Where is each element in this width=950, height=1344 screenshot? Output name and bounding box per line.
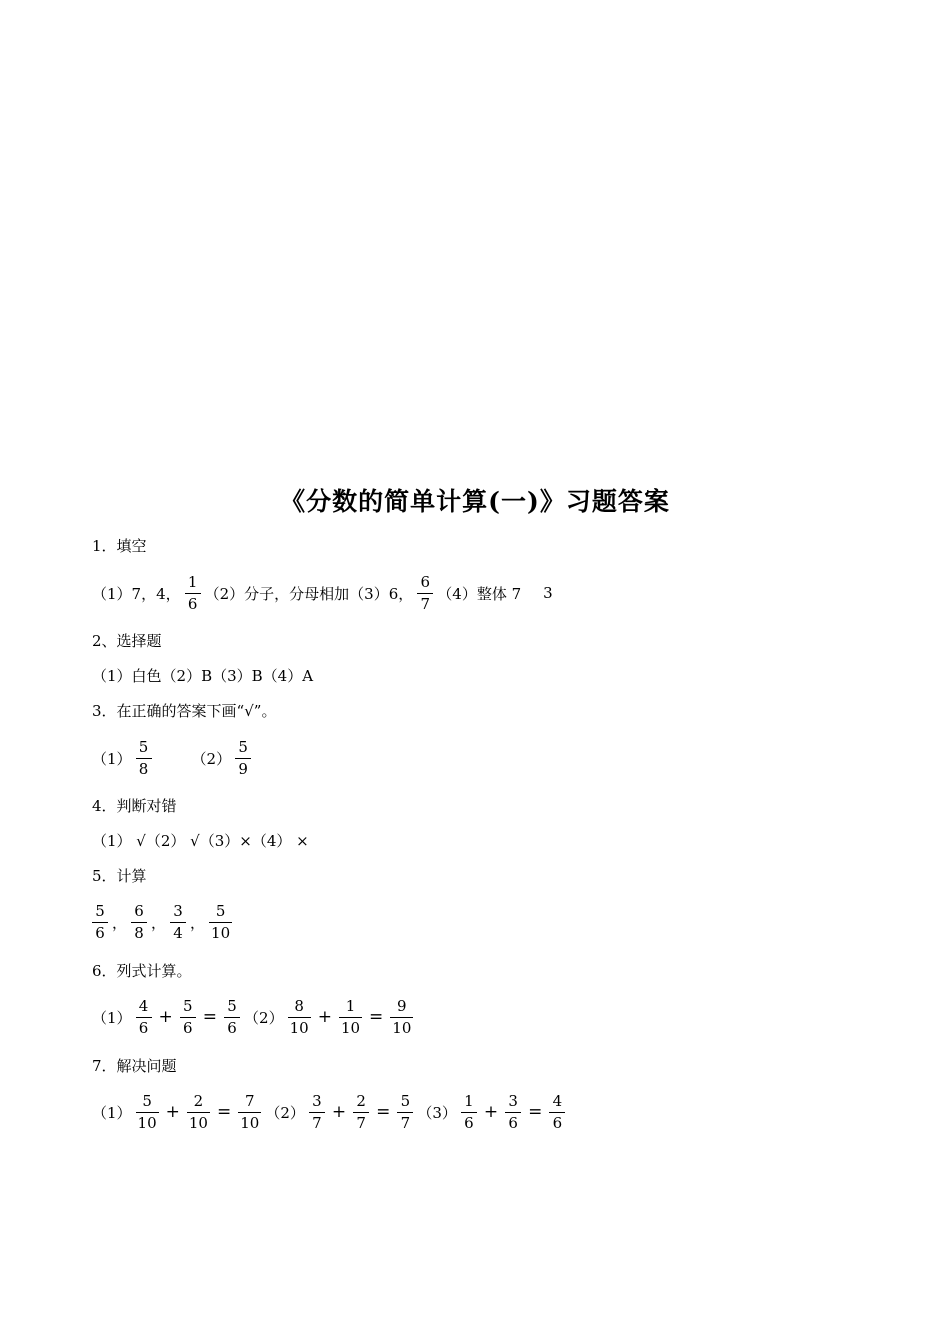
- q1-text-part2: （2）分子，分母相加（3）6，: [204, 584, 414, 603]
- numerator: 3: [508, 1091, 518, 1110]
- q4-answer: （1） √（2） √（3）×（4） ×: [92, 831, 309, 850]
- denominator: 6: [136, 1017, 152, 1037]
- fraction: [131, 903, 147, 942]
- q2-heading: 2、选择题: [92, 631, 162, 650]
- q3-answer: [92, 738, 255, 778]
- q6-answer: [92, 997, 417, 1037]
- q5-heading: 5．计算: [92, 866, 147, 885]
- numerator: 6: [134, 901, 144, 920]
- denominator: 10: [188, 1113, 208, 1132]
- numerator: 9: [397, 996, 407, 1015]
- page-title: 《分数的简单计算(一)》习题答案: [280, 487, 670, 516]
- denominator: 9: [235, 758, 251, 778]
- fraction: [136, 998, 152, 1037]
- denominator: 7: [417, 593, 433, 613]
- fraction: [397, 1093, 413, 1132]
- q6-heading: 6．列式计算。: [92, 961, 192, 980]
- fraction: [339, 998, 362, 1037]
- fraction: [136, 739, 152, 778]
- denominator: 6: [549, 1112, 565, 1132]
- plus-sign: +: [331, 1102, 347, 1122]
- numerator: 2: [193, 1091, 204, 1110]
- numerator: 4: [552, 1091, 563, 1110]
- fraction: [185, 574, 201, 613]
- separator: ，: [190, 913, 206, 932]
- denominator: 10: [137, 1113, 157, 1132]
- denominator: 10: [392, 1018, 412, 1037]
- q3-label-1: （1）: [92, 749, 132, 768]
- numerator: 5: [400, 1091, 411, 1110]
- equals-sign: =: [202, 1007, 218, 1027]
- q7-label-1: （1）: [92, 1103, 132, 1122]
- q7-heading: 7．解决问题: [92, 1056, 177, 1075]
- denominator: 6: [185, 593, 201, 613]
- q1-heading: 1．填空: [92, 536, 147, 555]
- numerator: 5: [95, 901, 105, 920]
- q7-answer: [92, 1092, 569, 1132]
- numerator: 6: [420, 572, 431, 591]
- fraction: [235, 739, 251, 778]
- numerator: 3: [173, 901, 183, 920]
- fraction: [417, 574, 433, 613]
- fraction: [461, 1093, 477, 1132]
- q5-answer: [88, 902, 236, 942]
- numerator: 5: [238, 737, 248, 756]
- numerator: 5: [183, 996, 193, 1015]
- fraction: [180, 998, 196, 1037]
- q7-label-2: （2）: [265, 1103, 305, 1122]
- fraction: [505, 1093, 521, 1132]
- fraction: [353, 1093, 369, 1132]
- denominator: 6: [461, 1112, 477, 1132]
- numerator: 7: [245, 1091, 255, 1110]
- plus-sign: +: [158, 1007, 173, 1027]
- q6-label-1: （1）: [92, 1008, 132, 1027]
- fraction: [170, 903, 186, 942]
- denominator: 6: [505, 1112, 521, 1132]
- plus-sign: +: [165, 1102, 180, 1122]
- fraction: [309, 1093, 325, 1132]
- fraction: [92, 903, 108, 942]
- q6-label-2: （2）: [244, 1008, 284, 1027]
- denominator: 8: [131, 922, 147, 942]
- plus-sign: +: [483, 1102, 499, 1122]
- denominator: 6: [180, 1017, 196, 1037]
- equals-sign: =: [216, 1102, 232, 1122]
- fraction: [136, 1093, 159, 1132]
- denominator: 7: [397, 1112, 413, 1132]
- denominator: 7: [353, 1112, 369, 1132]
- q3-label-2: （2）: [191, 749, 232, 768]
- q7-label-3: （3）: [417, 1103, 457, 1122]
- numerator: 1: [345, 996, 356, 1015]
- numerator: 2: [356, 1091, 366, 1110]
- numerator: 4: [138, 996, 149, 1015]
- q1-text-part3: （4）整体 7: [437, 584, 522, 603]
- fraction: [224, 998, 240, 1037]
- q1-text-part4: 3: [543, 584, 553, 602]
- denominator: 4: [170, 922, 186, 942]
- fraction: [238, 1093, 261, 1132]
- fraction: [209, 903, 232, 942]
- denominator: 10: [211, 923, 231, 942]
- numerator: 3: [312, 1091, 322, 1110]
- numerator: 5: [142, 1091, 152, 1110]
- q2-answer: （1）白色（2）B（3）B（4）A: [92, 666, 314, 685]
- q4-heading: 4．判断对错: [92, 796, 177, 815]
- denominator: 7: [309, 1112, 325, 1132]
- fraction: [187, 1093, 210, 1132]
- denominator: 10: [289, 1018, 309, 1037]
- plus-sign: +: [317, 1007, 332, 1027]
- numerator: 5: [215, 901, 226, 920]
- denominator: 6: [224, 1017, 240, 1037]
- denominator: 6: [92, 922, 108, 942]
- fraction: [288, 998, 311, 1037]
- equals-sign: =: [369, 1007, 384, 1027]
- denominator: 8: [136, 758, 152, 778]
- numerator: 1: [187, 572, 198, 591]
- fraction: [390, 998, 413, 1037]
- q3-heading: 3．在正确的答案下画“√”。: [92, 701, 277, 720]
- separator: ，: [151, 913, 167, 932]
- equals-sign: =: [528, 1102, 543, 1122]
- q1-text-part1: （1）7，4，: [92, 584, 181, 603]
- numerator: 5: [227, 996, 237, 1015]
- separator: ，: [112, 913, 128, 932]
- q1-answer: [92, 573, 553, 613]
- denominator: 10: [240, 1113, 260, 1132]
- fraction: [549, 1093, 565, 1132]
- numerator: 5: [138, 737, 149, 756]
- denominator: 10: [340, 1018, 361, 1037]
- numerator: 8: [294, 996, 304, 1015]
- numerator: 1: [464, 1091, 474, 1110]
- equals-sign: =: [376, 1102, 391, 1122]
